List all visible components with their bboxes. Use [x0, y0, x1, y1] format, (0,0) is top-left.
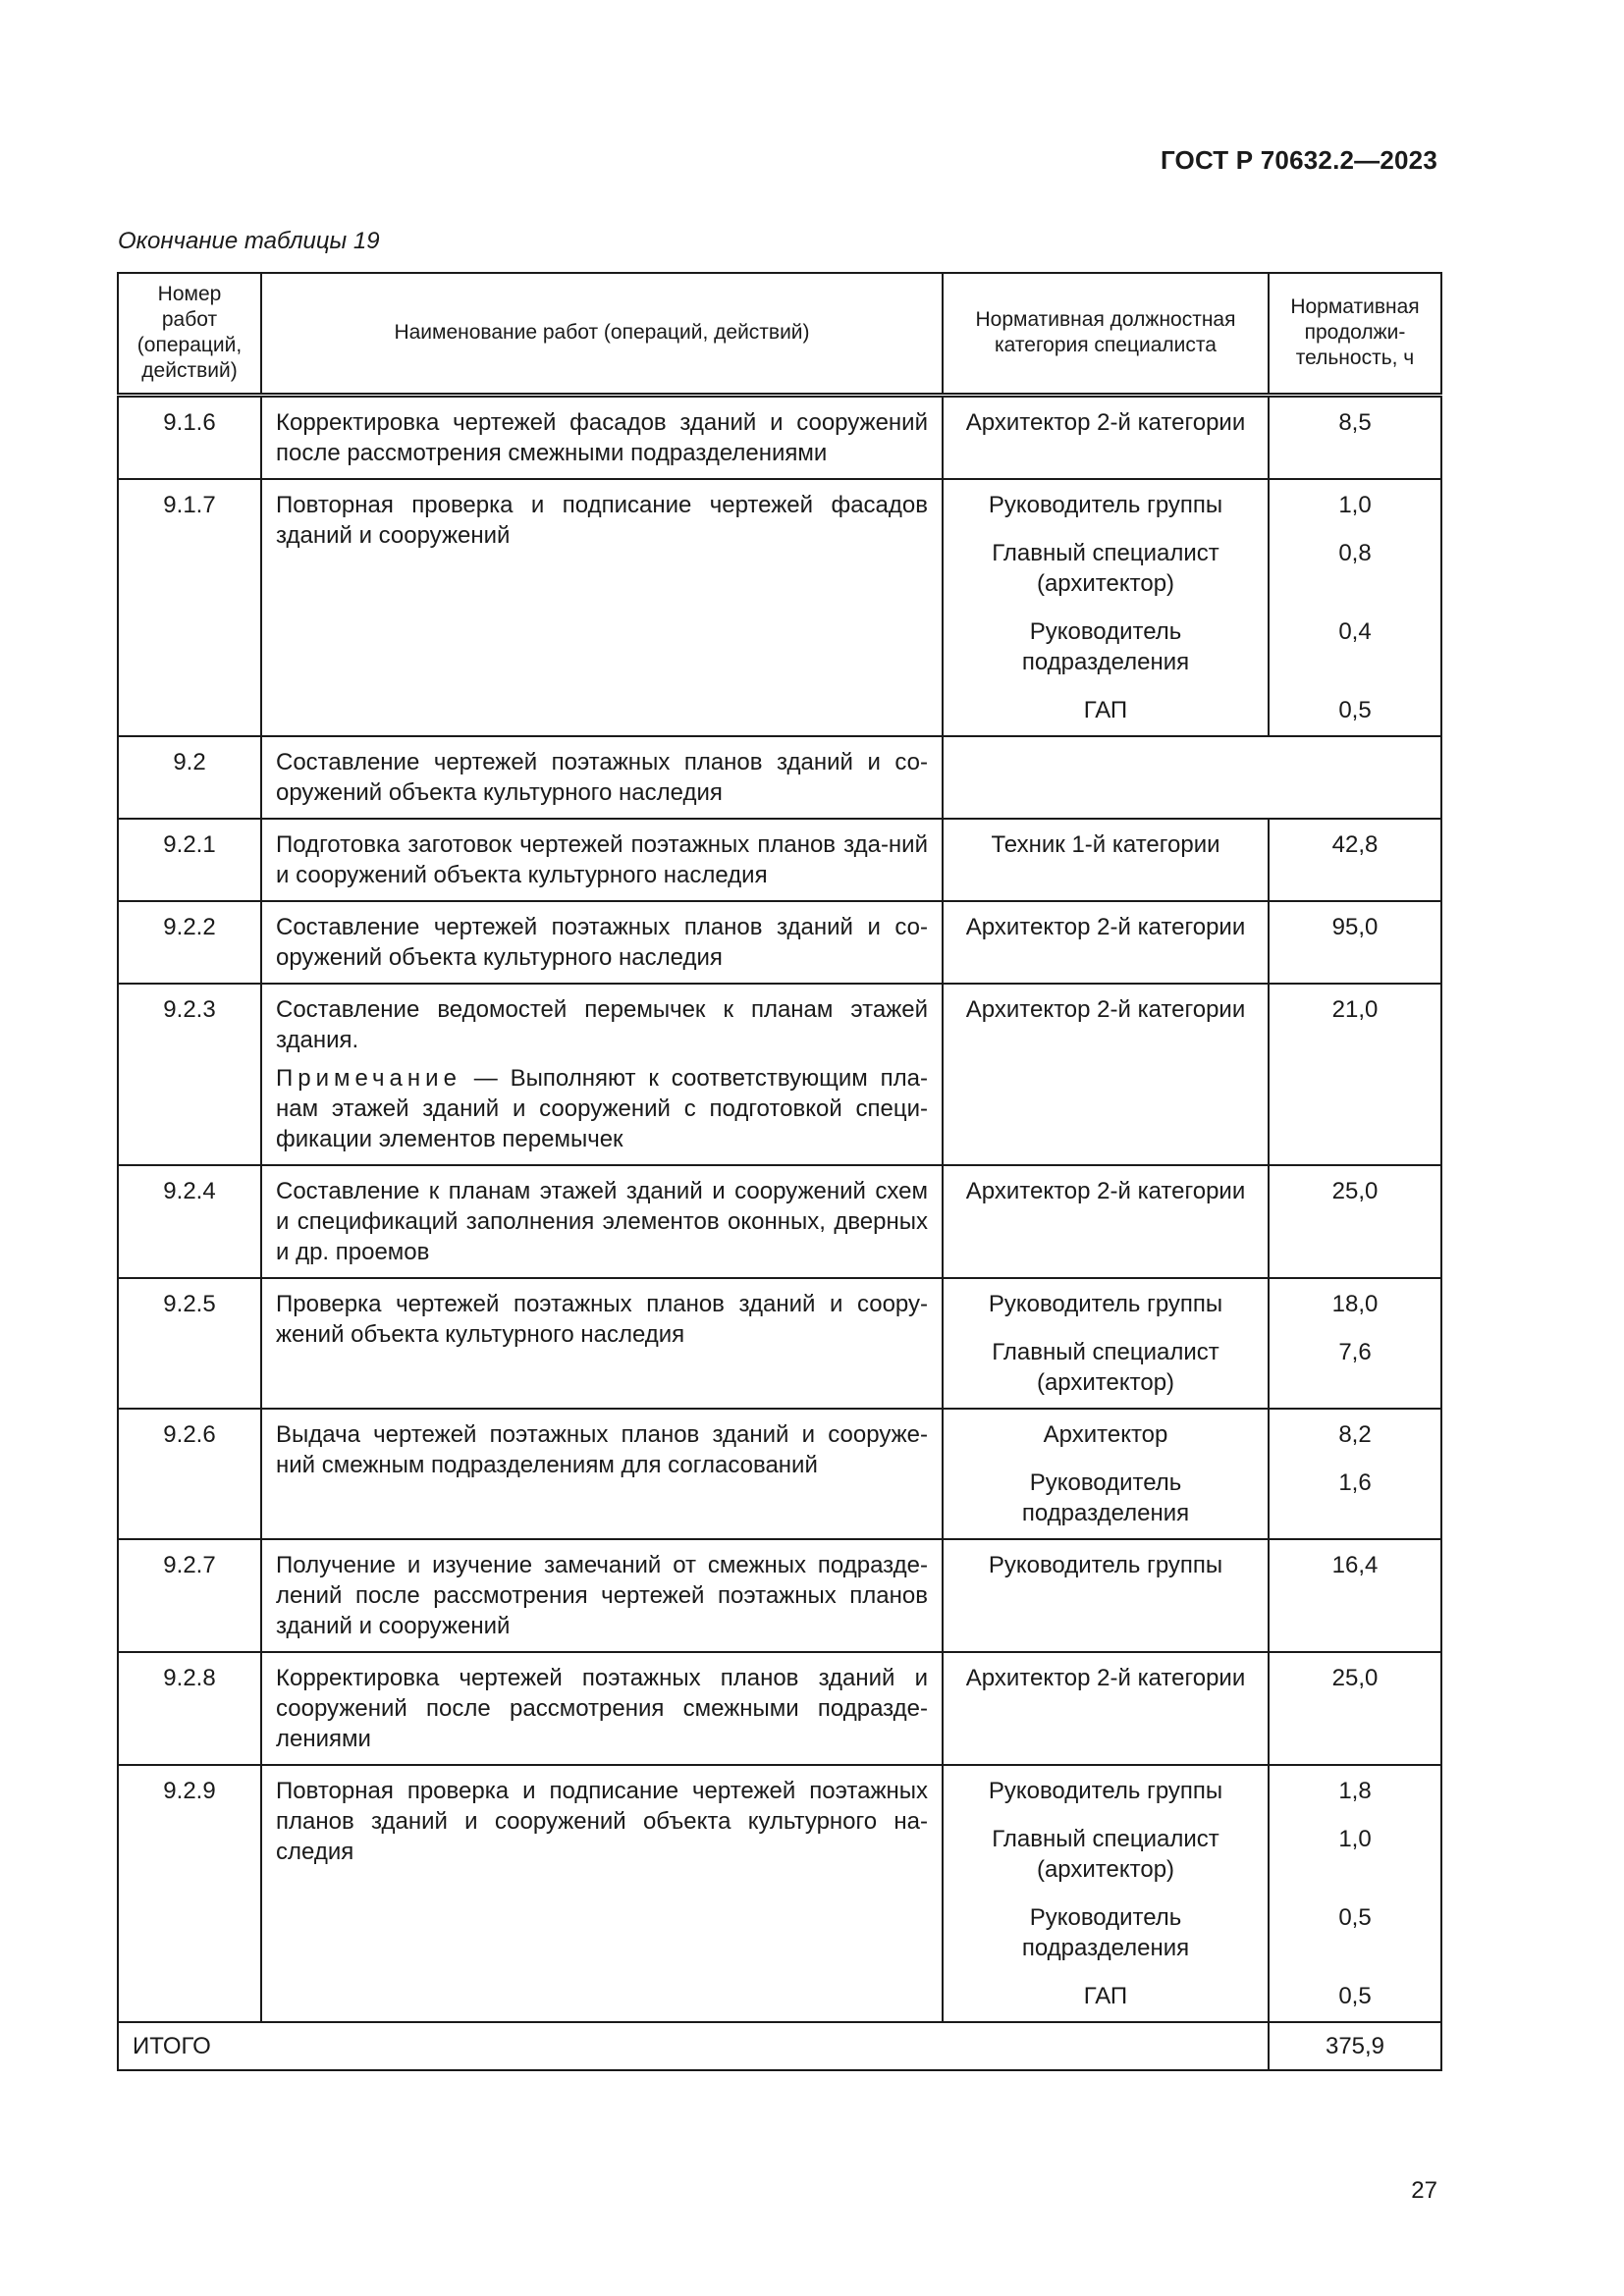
table-row — [118, 1652, 1441, 1765]
duration-cell — [1269, 1409, 1441, 1539]
table-row — [118, 736, 1441, 819]
duration-cell — [1269, 1539, 1441, 1652]
table-caption: Окончание таблицы 19 — [118, 228, 380, 254]
specialist-category: Главный специалист (архитектор) — [992, 1825, 1219, 1883]
specialist-category: Архитектор 2-й категории — [965, 913, 1246, 940]
specialist-category: Главный специалист (архитектор) — [992, 1338, 1219, 1396]
duration-value: 25,0 — [1331, 1664, 1379, 1691]
duration-value: 8,2 — [1338, 1420, 1372, 1448]
work-name: Составление к планам этажей зданий и сооружений схем и спецификаций заполнения элементов оконных, дверных и др. проемов — [261, 1165, 943, 1278]
specialist-category-cell — [943, 984, 1269, 1165]
specialist-category: Руководитель группы — [988, 1290, 1223, 1317]
duration-cell — [1269, 1652, 1441, 1765]
work-name: Корректировка чертежей фасадов зданий и сооружений после рассмотрения смежными подразделениями — [261, 395, 943, 479]
column-header-category: Нормативная должностная категория специалиста — [943, 273, 1269, 395]
table-header-row — [118, 273, 1441, 395]
work-name: Составление чертежей поэтажных планов зданий и со-оружений объекта культурного наследия — [261, 736, 943, 819]
work-name: Составление чертежей поэтажных планов зданий и со-оружений объекта культурного наследия — [261, 901, 943, 984]
duration-value: 7,6 — [1338, 1338, 1372, 1365]
specialist-category: Архитектор 2-й категории — [965, 408, 1246, 436]
specialist-category: Руководитель группы — [988, 491, 1223, 518]
duration-cell — [1269, 901, 1441, 984]
work-number: 9.2.8 — [118, 1652, 261, 1765]
table-row — [118, 901, 1441, 984]
table-row — [118, 1165, 1441, 1278]
specialist-category-cell — [943, 1165, 1269, 1278]
duration-cell — [1269, 1278, 1441, 1409]
work-number: 9.2 — [118, 736, 261, 819]
column-header-name: Наименование работ (операций, действий) — [261, 273, 943, 395]
specialist-category-cell — [943, 1539, 1269, 1652]
work-number: 9.2.2 — [118, 901, 261, 984]
specialist-category-cell — [943, 1409, 1269, 1539]
table-row — [118, 984, 1441, 1165]
table-row — [118, 1409, 1441, 1539]
table-row — [118, 1765, 1441, 2022]
specialist-category-cell — [943, 1765, 1269, 2022]
empty-merged-cell — [943, 736, 1441, 819]
page-number: 27 — [1411, 2177, 1437, 2204]
duration-value: 21,0 — [1331, 995, 1379, 1023]
work-number: 9.1.7 — [118, 479, 261, 736]
specialist-category-cell — [943, 479, 1269, 736]
work-note — [276, 1063, 928, 1154]
work-name: Выдача чертежей поэтажных планов зданий и сооруже-ний смежным подразделениям для согласований — [261, 1409, 943, 1539]
work-name: Повторная проверка и подписание чертежей фасадов зданий и сооружений — [261, 479, 943, 736]
duration-value: 25,0 — [1331, 1177, 1379, 1204]
total-label: ИТОГО — [118, 2022, 1269, 2070]
table-body — [118, 395, 1441, 2070]
specialist-category: ГАП — [1083, 1982, 1128, 2009]
total-value: 375,9 — [1269, 2022, 1441, 2070]
duration-value: 42,8 — [1331, 830, 1379, 858]
work-name: Проверка чертежей поэтажных планов зданий и соору-жений объекта культурного наследия — [261, 1278, 943, 1409]
column-header-duration: Нормативная продолжи-тельность, ч — [1269, 273, 1441, 395]
specialist-category: Архитектор 2-й категории — [965, 1664, 1246, 1691]
specialist-category: Техник 1-й категории — [991, 830, 1220, 858]
duration-value: 1,0 — [1338, 1825, 1372, 1852]
total-row — [118, 2022, 1441, 2070]
specialist-category: Архитектор 2-й категории — [965, 1177, 1246, 1204]
specialist-category: Архитектор 2-й категории — [965, 995, 1246, 1023]
duration-cell — [1269, 984, 1441, 1165]
note-text: — Выполняют к соответствующим пла-нам этажей зданий и сооружений с подготовкой специ-фикации элементов перемычек — [276, 1064, 928, 1152]
table-row — [118, 819, 1441, 901]
duration-cell — [1269, 395, 1441, 479]
work-name: Получение и изучение замечаний от смежных подразде-лений после рассмотрения чертежей поэтажных планов зданий и сооружений — [261, 1539, 943, 1652]
table-row — [118, 395, 1441, 479]
specialist-category-cell — [943, 1652, 1269, 1765]
table-row — [118, 1539, 1441, 1652]
specialist-category: Главный специалист (архитектор) — [992, 539, 1219, 597]
duration-value: 0,4 — [1338, 617, 1372, 645]
duration-value: 1,6 — [1338, 1468, 1372, 1496]
table-row — [118, 479, 1441, 736]
duration-value: 0,5 — [1338, 1903, 1372, 1931]
table-row — [118, 1278, 1441, 1409]
specialist-category: Руководитель подразделения — [1021, 1468, 1190, 1526]
duration-value: 18,0 — [1331, 1290, 1379, 1317]
duration-value: 16,4 — [1331, 1551, 1379, 1578]
work-name: Повторная проверка и подписание чертежей поэтажных планов зданий и сооружений объекта культурного на-следия — [261, 1765, 943, 2022]
specialist-category: Архитектор — [1043, 1420, 1168, 1448]
work-number: 9.1.6 — [118, 395, 261, 479]
duration-value: 95,0 — [1331, 913, 1379, 940]
work-name — [261, 984, 943, 1165]
duration-value: 0,8 — [1338, 539, 1372, 566]
standard-code: ГОСТ Р 70632.2—2023 — [1160, 145, 1437, 175]
work-number: 9.2.9 — [118, 1765, 261, 2022]
work-number: 9.2.6 — [118, 1409, 261, 1539]
duration-value: 0,5 — [1338, 1982, 1372, 2009]
duration-value: 0,5 — [1338, 696, 1372, 723]
specialist-category-cell — [943, 819, 1269, 901]
work-name: Подготовка заготовок чертежей поэтажных планов зда-ний и сооружений объекта культурного наследия — [261, 819, 943, 901]
specialist-category-cell — [943, 901, 1269, 984]
specialist-category: Руководитель группы — [988, 1777, 1223, 1804]
specialist-category: Руководитель группы — [988, 1551, 1223, 1578]
specialist-category: Руководитель подразделения — [1021, 617, 1190, 675]
specialist-category: Руководитель подразделения — [1021, 1903, 1190, 1961]
work-number: 9.2.1 — [118, 819, 261, 901]
specialist-category: ГАП — [1083, 696, 1128, 723]
column-header-number: Номер работ (операций, действий) — [118, 273, 261, 395]
duration-value: 1,0 — [1338, 491, 1372, 518]
work-number: 9.2.7 — [118, 1539, 261, 1652]
duration-cell — [1269, 1765, 1441, 2022]
specialist-category-cell — [943, 1278, 1269, 1409]
duration-cell — [1269, 819, 1441, 901]
note-label: Примечание — [276, 1064, 461, 1092]
specialist-category-cell — [943, 395, 1269, 479]
work-name-text: Составление ведомостей перемычек к планам этажей здания. — [276, 995, 928, 1053]
work-name: Корректировка чертежей поэтажных планов зданий и сооружений после рассмотрения смежными подразде-лениями — [261, 1652, 943, 1765]
work-norms-table — [117, 272, 1442, 2071]
work-number: 9.2.5 — [118, 1278, 261, 1409]
duration-cell — [1269, 1165, 1441, 1278]
duration-value: 8,5 — [1338, 408, 1372, 436]
duration-cell — [1269, 479, 1441, 736]
work-number: 9.2.4 — [118, 1165, 261, 1278]
duration-value: 1,8 — [1338, 1777, 1372, 1804]
work-number: 9.2.3 — [118, 984, 261, 1165]
